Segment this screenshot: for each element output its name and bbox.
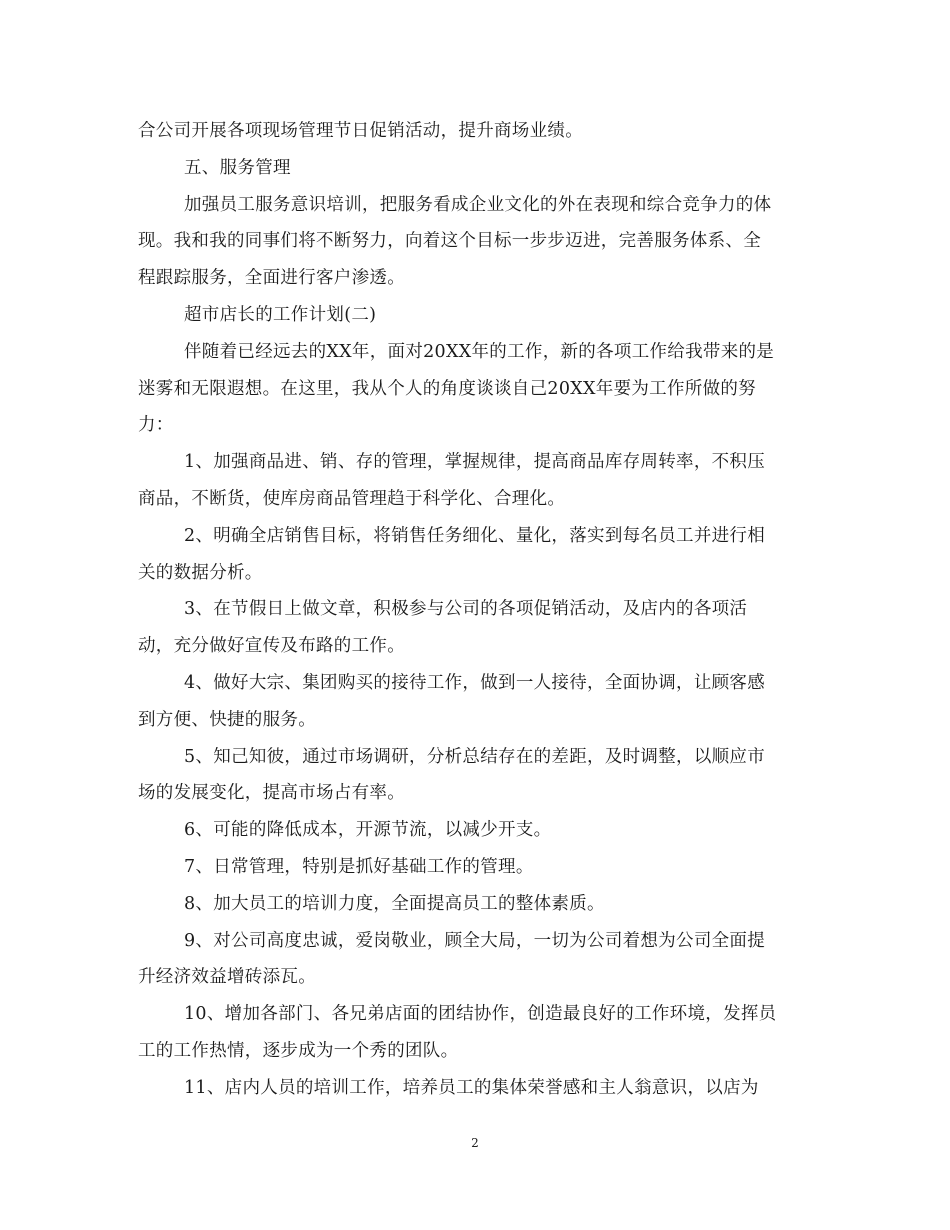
text-line: 动，充分做好宣传及布路的工作。 — [138, 636, 405, 657]
text-line: 2、明确全店销售目标，将销售任务细化、量化，落实到每名员工并进行相 — [184, 525, 766, 546]
text-line: 迷雾和无限遐想。在这里，我从个人的角度谈谈自己20XX年要为工作所做的努 — [138, 378, 756, 399]
text-line: 8、加大员工的培训力度，全面提高员工的整体素质。 — [184, 893, 605, 914]
text-line: 4、做好大宗、集团购买的接待工作，做到一人接待，全面协调，让顾客感 — [184, 672, 766, 693]
text-line: 合公司开展各项现场管理节日促销活动，提升商场业绩。 — [138, 121, 583, 141]
text-line: 9、对公司高度忠诚，爱岗敬业，顾全大局，一切为公司着想为公司全面提 — [184, 930, 766, 951]
document-body — [138, 113, 802, 1107]
text-line: 超市店长的工作计划(二) — [184, 304, 377, 325]
text-line: 6、可能的降低成本，开源节流，以减少开支。 — [184, 820, 552, 841]
text-line: 升经济效益增砖添瓦。 — [138, 967, 316, 988]
text-line: 五、服务管理 — [184, 157, 291, 178]
text-line: 3、在节假日上做文章，积极参与公司的各项促销活动，及店内的各项活 — [184, 599, 748, 620]
text-line: 工的工作热情，逐步成为一个秀的团队。 — [138, 1040, 459, 1061]
text-line: 程跟踪服务，全面进行客户渗透。 — [138, 268, 405, 289]
text-line: 场的发展变化，提高市场占有率。 — [138, 783, 405, 804]
text-line: 加强员工服务意识培训，把服务看成企业文化的外在表现和综合竞争力的体 — [184, 194, 772, 215]
text-line: 5、知己知彼，通过市场调研，分析总结存在的差距，及时调整，以顺应市 — [184, 746, 766, 767]
text-line: 力： — [138, 415, 174, 436]
text-line: 关的数据分析。 — [138, 562, 263, 583]
text-line: 11、店内人员的培训工作，培养员工的集体荣誉感和主人翁意识，以店为 — [184, 1077, 759, 1098]
text-line: 现。我和我的同事们将不断努力，向着这个目标一步步迈进，完善服务体系、全 — [138, 231, 761, 252]
text-line: 10、增加各部门、各兄弟店面的团结协作，创造最良好的工作环境，发挥员 — [184, 1004, 777, 1025]
text-line: 商品，不断货，使库房商品管理趋于科学化、合理化。 — [138, 488, 566, 509]
text-line: 7、日常管理，特别是抓好基础工作的管理。 — [184, 856, 534, 877]
text-line: 到方便、快捷的服务。 — [138, 709, 316, 730]
text-line: 伴随着已经远去的XX年，面对20XX年的工作，新的各项工作给我带来的是 — [184, 341, 775, 362]
page-number: 2 — [471, 1136, 479, 1150]
text-line: 1、加强商品进、销、存的管理，掌握规律，提高商品库存周转率，不积压 — [184, 452, 766, 473]
